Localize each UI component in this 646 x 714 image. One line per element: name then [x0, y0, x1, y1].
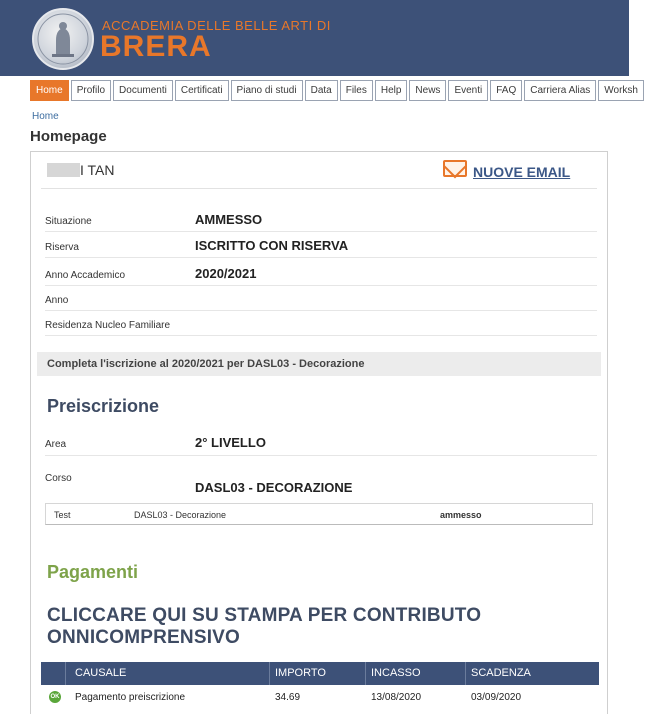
- col-causale: CAUSALE: [75, 667, 127, 679]
- enrollment-banner-text[interactable]: Completa l'iscrizione al 2020/2021 per DASL03 - Decorazione: [47, 358, 365, 370]
- nav-help[interactable]: Help: [375, 80, 408, 101]
- nav-news[interactable]: News: [409, 80, 446, 101]
- test-label: Test: [54, 510, 71, 520]
- corso-label: Corso: [45, 473, 72, 484]
- info-label: Riserva: [45, 242, 79, 253]
- column-divider: [365, 662, 366, 685]
- column-divider: [465, 662, 466, 685]
- row-causale: Pagamento preiscrizione: [75, 692, 186, 703]
- row-importo: 34.69: [275, 692, 301, 703]
- preiscrizione-heading: Preiscrizione: [47, 396, 160, 416]
- payments-table-header: [41, 662, 599, 685]
- info-value: 2020/2021: [195, 266, 257, 281]
- ok-status-icon: OK: [49, 691, 61, 703]
- test-table-row: [45, 503, 593, 525]
- nav-files[interactable]: Files: [340, 80, 373, 101]
- enrollment-banner[interactable]: [37, 352, 601, 376]
- area-label: Area: [45, 439, 67, 450]
- info-label: Anno Accademico: [45, 270, 126, 281]
- corso-row: [45, 462, 597, 502]
- info-label: Situazione: [45, 216, 92, 227]
- area-value: 2° LIVELLO: [195, 435, 266, 450]
- mail-icon[interactable]: [443, 160, 467, 177]
- student-panel: [30, 151, 608, 714]
- nav-home[interactable]: Home: [30, 80, 69, 101]
- nav-eventi[interactable]: Eventi: [448, 80, 488, 101]
- area-row: [45, 430, 597, 456]
- test-course: DASL03 - Decorazione: [134, 510, 227, 520]
- page-title: Homepage: [30, 128, 107, 145]
- row-scadenza: 03/09/2020: [471, 692, 522, 703]
- nav-certificati[interactable]: Certificati: [175, 80, 229, 101]
- corso-value: DASL03 - DECORAZIONE: [195, 480, 353, 495]
- info-row-situazione: [45, 208, 597, 232]
- divider: [41, 188, 597, 189]
- nav-documenti[interactable]: Documenti: [113, 80, 173, 101]
- info-label: Residenza Nucleo Familiare: [45, 320, 171, 331]
- info-row-anno: [45, 287, 597, 311]
- col-importo: IMPORTO: [275, 667, 326, 679]
- nav-profilo[interactable]: Profilo: [71, 80, 111, 101]
- info-row-residenza: [45, 312, 597, 336]
- nav-data[interactable]: Data: [305, 80, 338, 101]
- nuove-email-link[interactable]: NUOVE EMAIL: [473, 164, 571, 180]
- nav-faq[interactable]: FAQ: [490, 80, 522, 101]
- pagamenti-heading: Pagamenti: [47, 562, 139, 582]
- logo-line1: ACCADEMIA DELLE BELLE ARTI DI: [102, 18, 331, 33]
- test-status: ammesso: [440, 510, 482, 520]
- row-incasso: 13/08/2020: [371, 692, 422, 703]
- column-divider: [269, 662, 270, 685]
- column-divider: [65, 662, 66, 685]
- main-nav: [30, 80, 646, 101]
- info-label: Anno: [45, 295, 69, 306]
- nav-carriera-alias[interactable]: Carriera Alias: [524, 80, 596, 101]
- table-row: [41, 685, 599, 709]
- logo-line2: BRERA: [100, 30, 212, 63]
- info-row-anno-accademico: [45, 262, 597, 286]
- nav-workshop[interactable]: Worksh: [598, 80, 644, 101]
- info-value: AMMESSO: [195, 212, 263, 227]
- academy-seal-logo[interactable]: [32, 8, 94, 70]
- user-name-text: I TAN: [80, 162, 115, 178]
- user-name: [47, 162, 115, 178]
- site-header: [0, 0, 629, 76]
- nav-piano-di-studi[interactable]: Piano di studi: [231, 80, 303, 101]
- info-value: ISCRITTO CON RISERVA: [195, 238, 349, 253]
- col-scadenza: SCADENZA: [471, 667, 531, 679]
- redacted-name-block: [47, 163, 80, 177]
- payments-table: [41, 662, 599, 709]
- breadcrumb[interactable]: Home: [32, 111, 59, 122]
- info-row-riserva: [45, 234, 597, 258]
- print-contribution-link[interactable]: CLICCARE QUI SU STAMPA PER CONTRIBUTO ONNICOMPRENSIVO: [47, 605, 482, 648]
- col-incasso: INCASSO: [371, 667, 421, 679]
